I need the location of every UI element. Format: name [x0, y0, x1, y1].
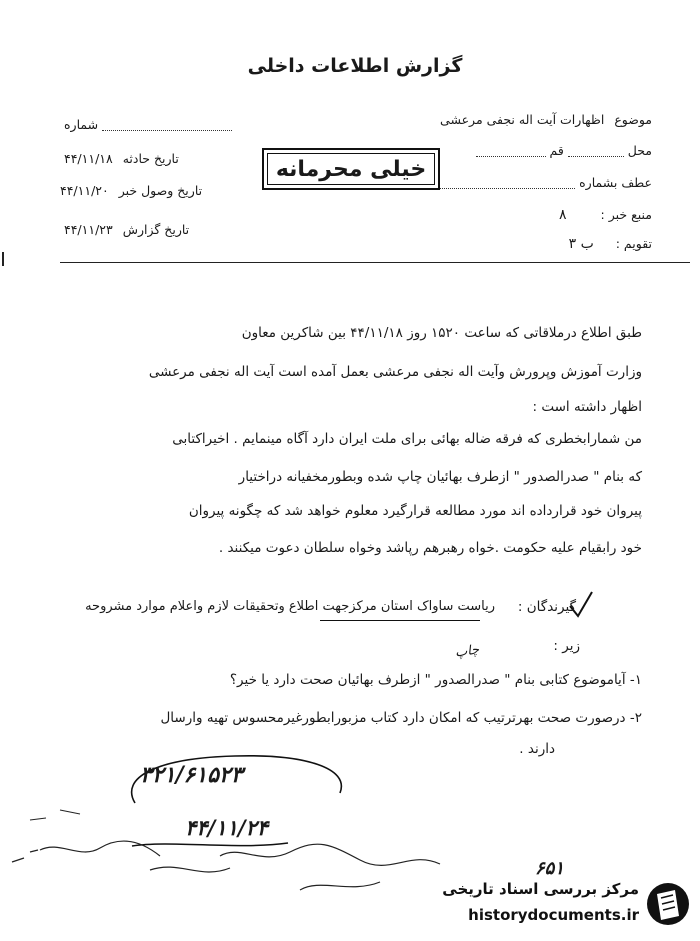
subject-field [440, 112, 652, 127]
below-label: زیر : [553, 638, 580, 654]
report-date-value: ۴۴/۱۱/۲۳ [64, 222, 113, 237]
reference-field [425, 175, 652, 190]
incident-date-field [64, 151, 179, 166]
body-line-7: خود رابقیام علیه حکومت .خواه رهبرهم رپاشد وخواه سلطان دعوت میکنند . [218, 540, 642, 556]
incident-date-label: تاریخ حادثه [122, 151, 179, 166]
archive-logo-url: historydocuments.ir [468, 906, 639, 924]
number-dots [102, 120, 232, 131]
source-field [559, 207, 652, 223]
number-label: شماره [64, 117, 99, 132]
question-1: ۱- آیاموضوع کتابی بنام " صدرالصدور " ازطرف بهائیان صحت دارد یا خیر؟ [229, 672, 642, 688]
handwritten-date: ۴۴/۱۱/۲۴ [185, 815, 269, 840]
report-date-field [64, 222, 189, 237]
receipt-date-value: ۴۴/۱۱/۲۰ [60, 183, 109, 198]
body-line-1: طبق اطلاع درملاقاتی که ساعت ۱۵۲۰ روز ۴۴/۱۱/۱۸ بین شاکرین معاون [241, 325, 642, 341]
receipt-date-label: تاریخ وصول خبر [118, 183, 203, 198]
evaluation-field [569, 236, 652, 252]
reference-dots [425, 178, 575, 189]
location-dots-2 [476, 146, 546, 157]
body-line-5: که بنام " صدرالصدور " ازطرف بهائیان چاپ شده وبطورمخفیانه دراختیار [238, 469, 642, 485]
question-2-cont: دارند . [519, 741, 555, 757]
classification-stamp [262, 148, 440, 190]
source-value: ۸ [559, 207, 567, 223]
subject-value: اظهارات آیت اله نجفی مرعشی [440, 112, 605, 127]
body-line-3: اظهار داشته است : [532, 399, 642, 415]
margin-mark [2, 252, 4, 266]
evaluation-label: تقویم : [615, 236, 652, 251]
handwritten-page-mark: ۶۵۱ [535, 858, 565, 879]
location-value: قم [549, 143, 564, 158]
classification-stamp-text: خیلی محرمانه [267, 153, 435, 185]
recipients-label: گیرندگان : [517, 599, 576, 615]
handwritten-insert: چاپ [454, 642, 481, 661]
header-divider [60, 262, 690, 263]
number-field [64, 117, 232, 132]
body-line-2: وزارت آموزش وپرورش وآیت اله نجفی مرعشی بعمل آمده است آیت اله نجفی مرعشی [148, 364, 642, 380]
receipt-date-field [60, 183, 202, 198]
incident-date-value: ۴۴/۱۱/۱۸ [64, 151, 113, 166]
location-field [476, 143, 652, 158]
report-date-label: تاریخ گزارش [122, 222, 190, 237]
location-label: محل [627, 143, 652, 158]
archive-logo-name: مرکز بررسی اسناد تاریخی [442, 880, 639, 898]
handwritten-number: ۳۲۱/۶۱۵۲۳ [140, 762, 243, 788]
body-line-6: پیروان خود قرارداده اند مورد مطالعه قرارگیرد معلوم خواهد شد که چگونه پیروان [188, 503, 642, 519]
source-label: منبع خبر : [600, 207, 652, 222]
archive-logo [420, 870, 695, 938]
question-2: ۲- درصورت صحت بهرترتیب که امکان دارد کتاب مزبورابطورغیرمحسوس تهیه وارسال [160, 710, 642, 726]
archive-emblem-icon [645, 876, 691, 932]
location-dots [568, 146, 624, 157]
subject-label: موضوع [614, 112, 652, 127]
reference-label: عطف بشماره [579, 175, 652, 190]
body-line-4: من شمارابخطری که فرقه ضاله بهائی برای ملت ایران دارد آگاه مینمایم . اخیراکتابی [172, 431, 642, 447]
recipients-underline [320, 620, 480, 621]
evaluation-value: ب ۳ [568, 236, 594, 252]
document-title: گزارش اطلاعات داخلی [247, 55, 463, 77]
recipients-value: ریاست ساواک استان مرکزجهت اطلاع وتحقیقات لازم واعلام موارد مشروحه [85, 599, 495, 614]
